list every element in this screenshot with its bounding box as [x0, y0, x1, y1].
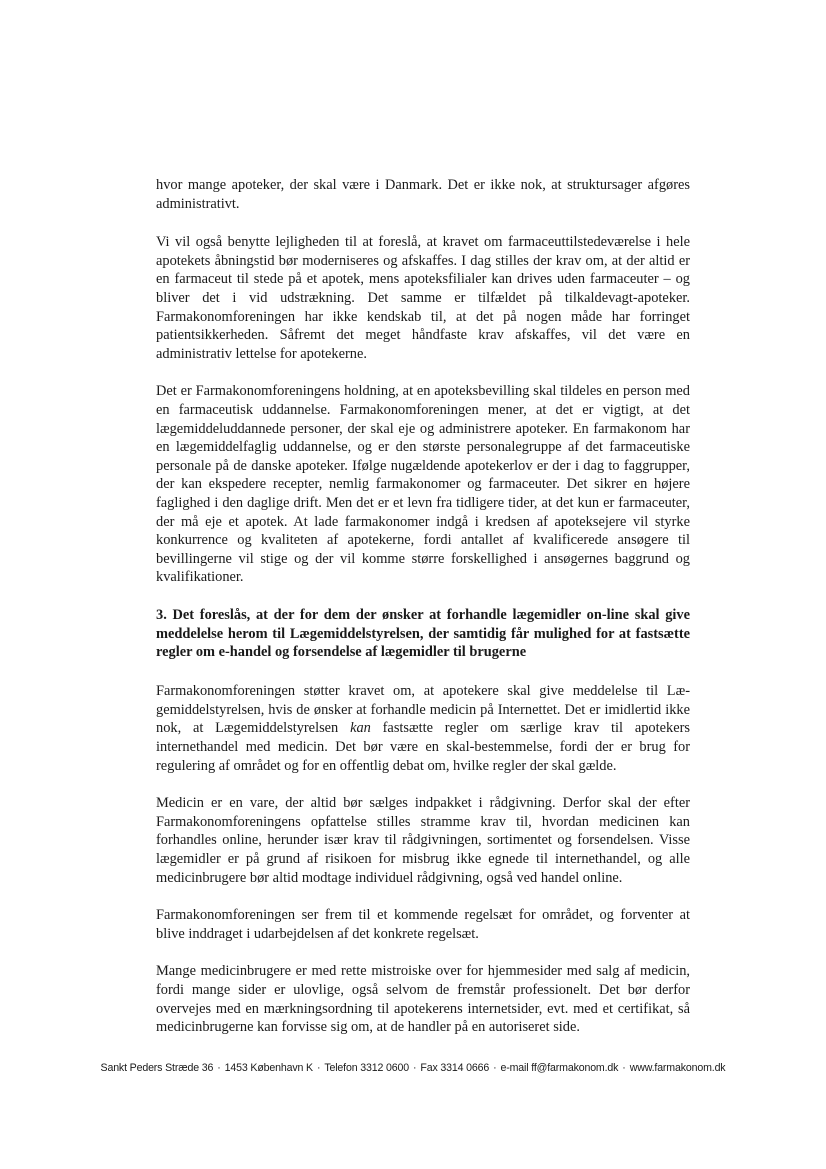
- footer-separator: ·: [622, 1062, 626, 1074]
- paragraph-apoteksbevilling: Det er Farmakonomforeningens holdning, at en apoteksbevilling skal tildeles en person med en farmaceutisk uddannelse. Farmakonomforeningen mener, at det er vigtigt, at det lægemiddeluddannede personer, der skal eje og administrere apoteker. En farmakonom har en lægemiddelfaglig uddannelse, og er den største personalegruppe af det farmaceutiske personale på de danske apoteker. Ifølge nugældende apotekerlov er der i dag to faggrupper, der kan ekspedere recepter, nemlig farmakonomer og farmaceuter. Det sikrer en højere faglighed i den daglige drift. Men det er et levn fra tidligere tider, at det kun er farmaceuter, der må eje et apotek. At lade farmakonomer indgå i kredsen af apoteksejere vil styrke konkurrence og kvaliteten af apotekerne, fordi antallet af kvalificerede ansøgere til bevillingerne vil stige og der vil komme større forskellighed i ansøgernes baggrund og kvalifikationer.: [156, 383, 690, 586]
- footer-city: 1453 København K: [224, 1062, 313, 1074]
- footer-separator: ·: [217, 1062, 221, 1074]
- footer-fax: Fax 3314 0666: [420, 1062, 490, 1074]
- paragraph-raadgivning: Medicin er en vare, der altid bør sælges indpakket i rådgivning. Derfor skal der efter Farmakonomforeningens opfattelse stilles stramme krav til, hvordan medicinen kan forhandles online, herunder især krav til rådgivningen, sortimentet og forsendelsen. Visse lægemidler er på grund af risikoen for misbrug ikke egnede til internethandel, og alle medicinbrugere bør altid modtage individuel rådgivning, også ved handel online.: [156, 795, 690, 886]
- footer-phone: Telefon 3312 0600: [324, 1062, 409, 1074]
- document-body: [156, 176, 690, 1056]
- footer-website: www.farmakonom.dk: [629, 1062, 726, 1074]
- paragraph-internethandel-part1: Farmakonomforeningen støtter kravet om, at apotekere skal give meddelelse til Lægemiddelstyrelsen, hvis de ønsker at forhandle medicin på Internettet. Det er imidlertid ikke nok, at Lægemiddelstyrelsen: [156, 683, 690, 737]
- footer-email: e-mail ff@farmakonom.dk: [500, 1062, 619, 1074]
- paragraph-struktursager: hvor mange apoteker, der skal være i Danmark. Det er ikke nok, at struktursager afgøres administrativt.: [156, 177, 690, 212]
- footer-address: Sankt Peders Stræde 36: [100, 1062, 214, 1074]
- paragraph-regelsaet: Farmakonomforeningen ser frem til et kommende regelsæt for området, og forventer at blive inddraget i udarbejdelsen af det konkrete regelsæt.: [156, 907, 690, 942]
- paragraph-internethandel: [156, 682, 690, 775]
- paragraph-maerkningsordning: Mange medicinbrugere er med rette mistroiske over for hjemmesider med salg af medicin, fordi mange sider er ulovlige, også selvom de fremstår professionelt. Det bør derfor overvejes med en mærkningsordning til apotekerens internetsider, evt. med et certifikat, så medicinbrugerne kan forvisse sig om, at de handler på en autoriseret side.: [156, 963, 690, 1036]
- paragraph-farmaceuttilstedevaerelse: Vi vil også benytte lejligheden til at foreslå, at kravet om farmaceuttilstedeværelse i hele apotekets åbningstid bør moderniseres og afskaffes. I dag stilles der krav om, at der altid er en farmaceut til stede på et apotek, mens apoteksfilialer kan drives uden farmaceuter – og bliver det i vid udstrækning. Det samme er tilfældet på tilkaldevagt-apoteker. Farmakonomforeningen har ikke kendskab til, at det på nogen måde har forringet patientsikkerheden. Såfremt det meget håndfaste krav afskaffes, vil det være en administrativ lettelse for apotekerne.: [156, 234, 690, 362]
- footer-separator: ·: [493, 1062, 497, 1074]
- paragraph-internethandel-part2: fastsætte regler om særlige krav til apotekers internethandel med medicin. Det bør være en skal-bestemmelse, fordi der er brug for regulering af området og for en offentlig debat om, hvilke regler der skal gælde.: [156, 720, 690, 774]
- footer-contact-line: [0, 1062, 826, 1074]
- emphasis-kan: kan: [350, 720, 371, 737]
- section-heading-3: 3. Det foreslås, at der for dem der ønsker at forhandle lægemidler on-line skal give meddelelse herom til Lægemiddelstyrelsen, der samtidig får mulighed for at fastsætte regler om e-handel og forsendelse af lægemidler til brugerne: [156, 606, 690, 661]
- footer-separator: ·: [316, 1062, 321, 1074]
- footer-separator: ·: [412, 1062, 417, 1074]
